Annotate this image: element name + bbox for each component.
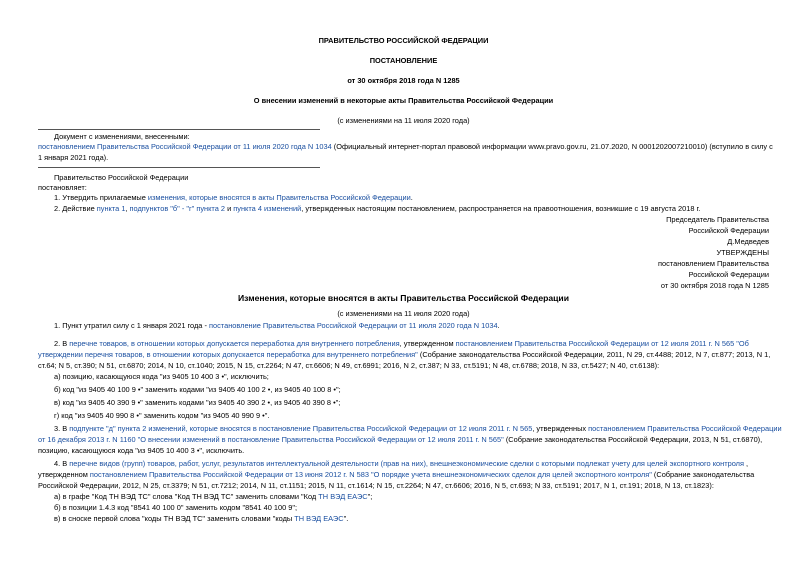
divider	[38, 129, 320, 130]
point-2-text: 2. В	[54, 339, 70, 348]
goods-list-link[interactable]: перечне товаров, в отношении которых допускается переработка для внутреннего потребления	[69, 339, 400, 348]
annex-point-4-line-3: Российской Федерации, 2012, N 25, ст.3379; N 51, ст.7212; 2014, N 11, ст.1151; 2015, N 11, ст.1614; N 15, ст.2264; N 47, ст.6606; 2016, N 5, ст.693; N 33, ст.5191; 2017, N 1, ст.191; 2018, N 13, ст.1823):	[38, 481, 714, 490]
point-2-sub-a: а) позицию, касающуюся кода "из 9405 10 400 3 •", исключить;	[54, 372, 269, 381]
signature-position: Председатель Правительства	[666, 215, 769, 224]
annex-point-2-line-2	[38, 350, 770, 360]
annex-revision: (с изменениями на 11 июля 2020 года)	[337, 309, 470, 318]
government-heading: ПРАВИТЕЛЬСТВО РОССИЙСКОЙ ФЕДЕРАЦИИ	[318, 36, 489, 45]
amendment-link[interactable]: постановлением Правительства Российской Федерации от 11 июля 2020 года N 1034	[38, 142, 332, 151]
annex-point-2-line-3: ст.64; N 5, ст.390; N 51, ст.6870; 2014, N 10, ст.1040; 2015, N 15, ст.2264; N 47, ст.6606; N 49, ст.6991; 2016, N 2, ст.387; N 33, ст.5191; N 48, ст.6788; 2018, N 33, ст.5427; N 40, ст.6138):	[38, 361, 660, 370]
point-4-sub-v	[54, 514, 348, 524]
point-4-approved: утвержденном	[38, 470, 90, 479]
sub-v-text: в) в сноске первой слова "коды ТН ВЭД ТС" заменить словами "коды	[54, 514, 295, 523]
point-2-sub-b: б) код "из 9405 40 100 9 •" заменить кодами "из 9405 40 100 2 •, из 9405 40 100 8 •";	[54, 385, 341, 394]
divider	[38, 167, 320, 168]
annex-point-4-line-1	[54, 459, 748, 469]
approved-country: Российской Федерации	[688, 270, 769, 279]
item-1-end: .	[410, 193, 413, 202]
separator: и	[225, 204, 234, 213]
point-4-sub-a	[54, 492, 372, 502]
point-2-mid: , утвержденном	[399, 339, 456, 348]
annex-point-3-line-1	[54, 424, 782, 434]
annex-point-1	[54, 321, 500, 331]
annex-point-3-line-2	[38, 435, 762, 445]
tn-ved-link[interactable]: ТН ВЭД ЕАЭС	[294, 514, 344, 523]
sub-v-end: ".	[343, 514, 349, 523]
item-2-end: , утвержденных настоящим постановлением, распространяется на правоотношения, возникшие с 19 августа 2018 г.	[301, 204, 701, 213]
point-2-sub-v: в) код "из 9405 40 390 9 •" заменить кодами "из 9405 40 390 2 •, из 9405 40 390 8 •";	[54, 398, 341, 407]
point-1-link[interactable]: пункта 1	[96, 204, 126, 213]
export-control-list-link[interactable]: перечне видов (групп) товаров, работ, услуг, результатов интеллектуальной деятельности (прав на них), внешнеэкономические сделки с которыми подлежат учету для целей экспортного контроля	[69, 459, 744, 468]
approved-label: УТВЕРЖДЕНЫ	[716, 248, 769, 257]
point-2-source: (Собрание законодательства Российской Федерации, 2011, N 29, ст.4488; 2012, N 7, ст.877; 2013, N 1,	[417, 350, 771, 359]
revision-note: (с изменениями на 11 июля 2020 года)	[337, 116, 470, 125]
point-2-sub-g: г) код "из 9405 40 990 8 •" заменить кодом "из 9405 40 990 9 •".	[54, 411, 270, 420]
decree-date: от 30 октября 2018 года N 1285	[347, 76, 460, 85]
changes-doc-effective: 1 января 2021 года).	[38, 153, 109, 162]
point-1-end: .	[497, 321, 500, 330]
point-1-text: 1. Пункт утратил силу с 1 января 2021 года -	[54, 321, 209, 330]
annex-point-4-line-2	[38, 470, 754, 480]
signature-country: Российской Федерации	[688, 226, 769, 235]
decree-583-link[interactable]: постановлением Правительства Российской Федерации от 13 июня 2012 г. N 583 "О порядке учета внешнеэкономических сделок для целей экспортного контроля"	[89, 470, 652, 479]
changes-doc-source: (Официальный интернет-портал правовой информации www.pravo.gov.ru, 21.07.2020, N 0001202007210010) (вступило в силу с	[331, 142, 773, 151]
signature-name: Д.Медведев	[727, 237, 769, 246]
government-line: Правительство Российской Федерации	[54, 173, 189, 182]
point-4-sub-b: б) в позиции 1.4.3 код "8541 40 100 0" заменить кодом "8541 40 100 9";	[54, 503, 298, 512]
document-title: О внесении изменений в некоторые акты Правительства Российской Федерации	[253, 96, 554, 105]
decree-1160-link[interactable]: от 16 декабря 2013 г. N 1160 "О внесении изменений в постановление Правительства Российской Федерации от 12 июля 2011 г. N 565"	[38, 435, 504, 444]
subpoints-link[interactable]: подпунктов "б" - "г" пункта 2	[129, 204, 226, 213]
annex-title: Изменения, которые вносятся в акты Правительства Российской Федерации	[237, 293, 569, 303]
item-1-text: 1. Утвердить прилагаемые	[54, 193, 148, 202]
approved-by: постановлением Правительства	[658, 259, 769, 268]
annex-point-3-line-3: позицию, касающуюся кода "из 9405 10 400 3 •", исключить.	[38, 446, 245, 455]
subpoint-d-link[interactable]: подпункте "д" пункта 2 изменений, которые вносятся в постановление Правительства Российской Федерации от 12 июля 2011 г. N 565	[69, 424, 533, 433]
changes-doc-label: Документ с изменениями, внесенными:	[54, 132, 190, 141]
repeal-link[interactable]: постановление Правительства Российской Федерации от 11 июля 2020 года N 1034	[208, 321, 498, 330]
item-2-text: 2. Действие	[54, 204, 97, 213]
point-3-mid: , утвержденных	[532, 424, 589, 433]
point-3-text: 3. В	[54, 424, 70, 433]
decree-565-title-link[interactable]: утверждении перечня товаров, в отношении которых допускается переработка для внутреннего потребления"	[38, 350, 418, 359]
changes-link[interactable]: изменения, которые вносятся в акты Правительства Российской Федерации	[147, 193, 411, 202]
item-2	[54, 204, 700, 214]
sub-a-text: а) в графе "Код ТН ВЭД ТС" слова "Код ТН ВЭД ТС" заменить словами "Код	[54, 492, 319, 501]
point-4-link[interactable]: пункта 4 изменений	[233, 204, 302, 213]
decree-type: ПОСТАНОВЛЕНИЕ	[369, 56, 438, 65]
separator: ,	[125, 204, 130, 213]
point-3-source: (Собрание законодательства Российской Федерации, 2013, N 51, ст.6870),	[503, 435, 763, 444]
decree-link[interactable]: постановлением Правительства Российской Федерации	[588, 424, 782, 433]
changes-doc-line	[38, 142, 773, 152]
point-4-source: (Собрание законодательства	[651, 470, 755, 479]
approved-date: от 30 октября 2018 года N 1285	[660, 281, 769, 290]
item-1	[54, 193, 413, 203]
decree-565-link[interactable]: постановлением Правительства Российской Федерации от 12 июля 2011 г. N 565 "Об	[455, 339, 749, 348]
decides-line: постановляет:	[38, 183, 87, 192]
point-4-comma: ,	[744, 459, 749, 468]
annex-point-2-line-1	[54, 339, 749, 349]
sub-a-end: ";	[367, 492, 373, 501]
point-4-text: 4. В	[54, 459, 70, 468]
tn-ved-link[interactable]: ТН ВЭД ЕАЭС	[318, 492, 368, 501]
